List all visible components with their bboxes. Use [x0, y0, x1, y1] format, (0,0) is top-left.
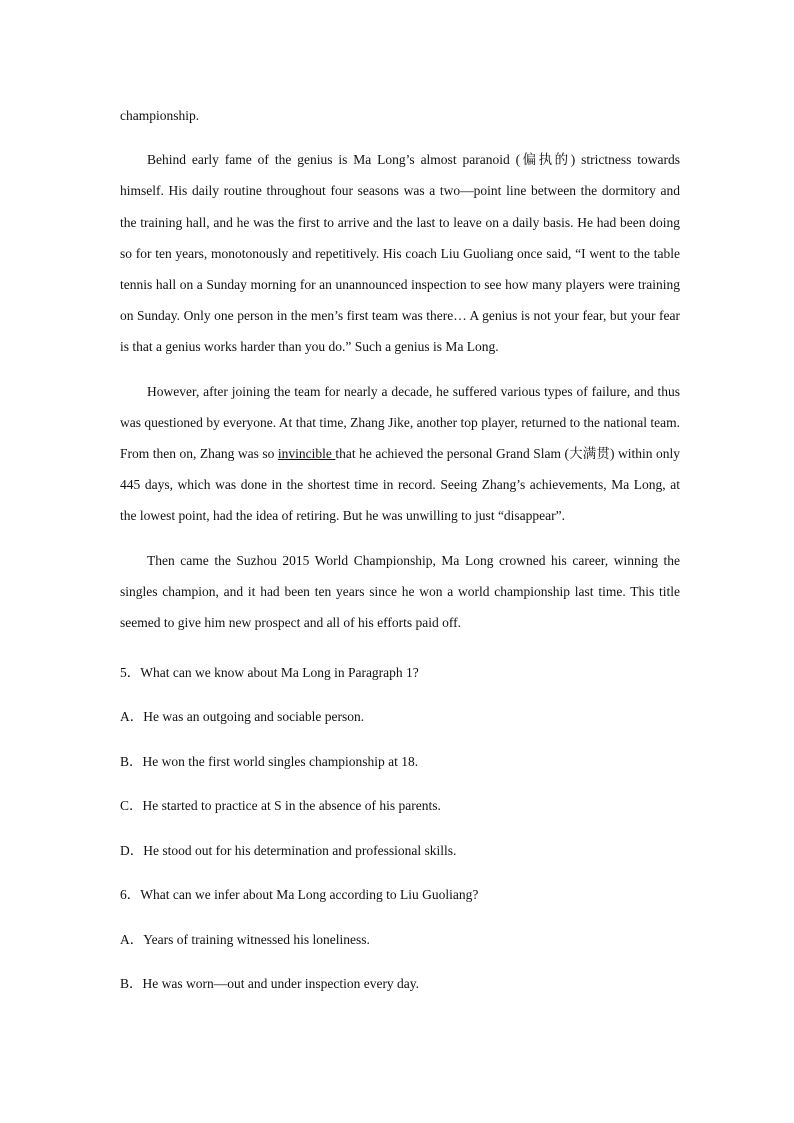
question-gap: [120, 861, 680, 886]
paragraph-failure-text-start: However, after joining the team for nearly a decade, he suffered various types of failure, and thus was questioned by everyone. At that time, Zhang Jike, another top player, returned to the national team. From then on, Zhang was so: [120, 383, 680, 462]
question-gap: [120, 950, 680, 975]
question-5-option-c: C．He started to practice at S in the absence of his parents.: [120, 798, 441, 814]
question-5-option-d: D．He stood out for his determination and professional skills.: [120, 842, 457, 858]
question-gap: [120, 727, 680, 752]
paragraph-failure-text-end: that he achieved the personal Grand Slam (大满贯) within only 445 days, which was done in the shortest time in record. Seeing Zhang’s achievements, Ma Long, at the lowest point, had the idea of retiring. But he was unwilling to just “disappear”.: [120, 446, 681, 524]
paragraph-continuation: championship.: [120, 108, 200, 123]
question-gap: [120, 638, 680, 663]
question-6-option-a: A．Years of training witnessed his loneliness.: [120, 931, 370, 947]
question-6-stem: 6．What can we infer about Ma Long according to Liu Guoliang?: [120, 887, 479, 903]
underlined-word-invincible: invincible: [277, 446, 336, 462]
question-5-stem: 5．What can we know about Ma Long in Paragraph 1?: [120, 664, 419, 680]
question-gap: [120, 816, 680, 841]
paragraph-strictness: Behind early fame of the genius is Ma Long’s almost paranoid (偏执的) strictness towards himself. His daily routine throughout four seasons was a two—point line between the dormitory and the training hall, and he was the first to arrive and the last to leave on a daily basis. He had been doing so for ten years, monotonously and repetitively. His coach Liu Guoliang once said, “I went to the table tennis hall on a Sunday morning for an unannounced inspection to see how many players were training on Sunday. Only one person in the men’s first team was there… A genius is not your fear, but your fear is that a genius works harder than you do.” Such a genius is Ma Long.: [120, 152, 680, 355]
document-body: [120, 100, 680, 994]
question-5-option-b: B．He won the first world singles championship at 18.: [120, 753, 419, 769]
question-gap: [120, 683, 680, 708]
question-5-option-a: A．He was an outgoing and sociable person.: [120, 709, 365, 725]
paragraph-gap: [120, 131, 680, 144]
paragraph-gap: [120, 363, 680, 376]
question-gap: [120, 772, 680, 797]
question-6-option-b: B．He was worn—out and under inspection every day.: [120, 976, 420, 992]
paragraph-suzhou: Then came the Suzhou 2015 World Championship, Ma Long crowned his career, winning the singles champion, and it had been ten years since he won a world championship last time. This title seemed to give him new prospect and all of his efforts paid off.: [120, 552, 680, 631]
paragraph-failure: [120, 376, 680, 532]
paragraph-gap: [120, 532, 680, 545]
question-gap: [120, 905, 680, 930]
